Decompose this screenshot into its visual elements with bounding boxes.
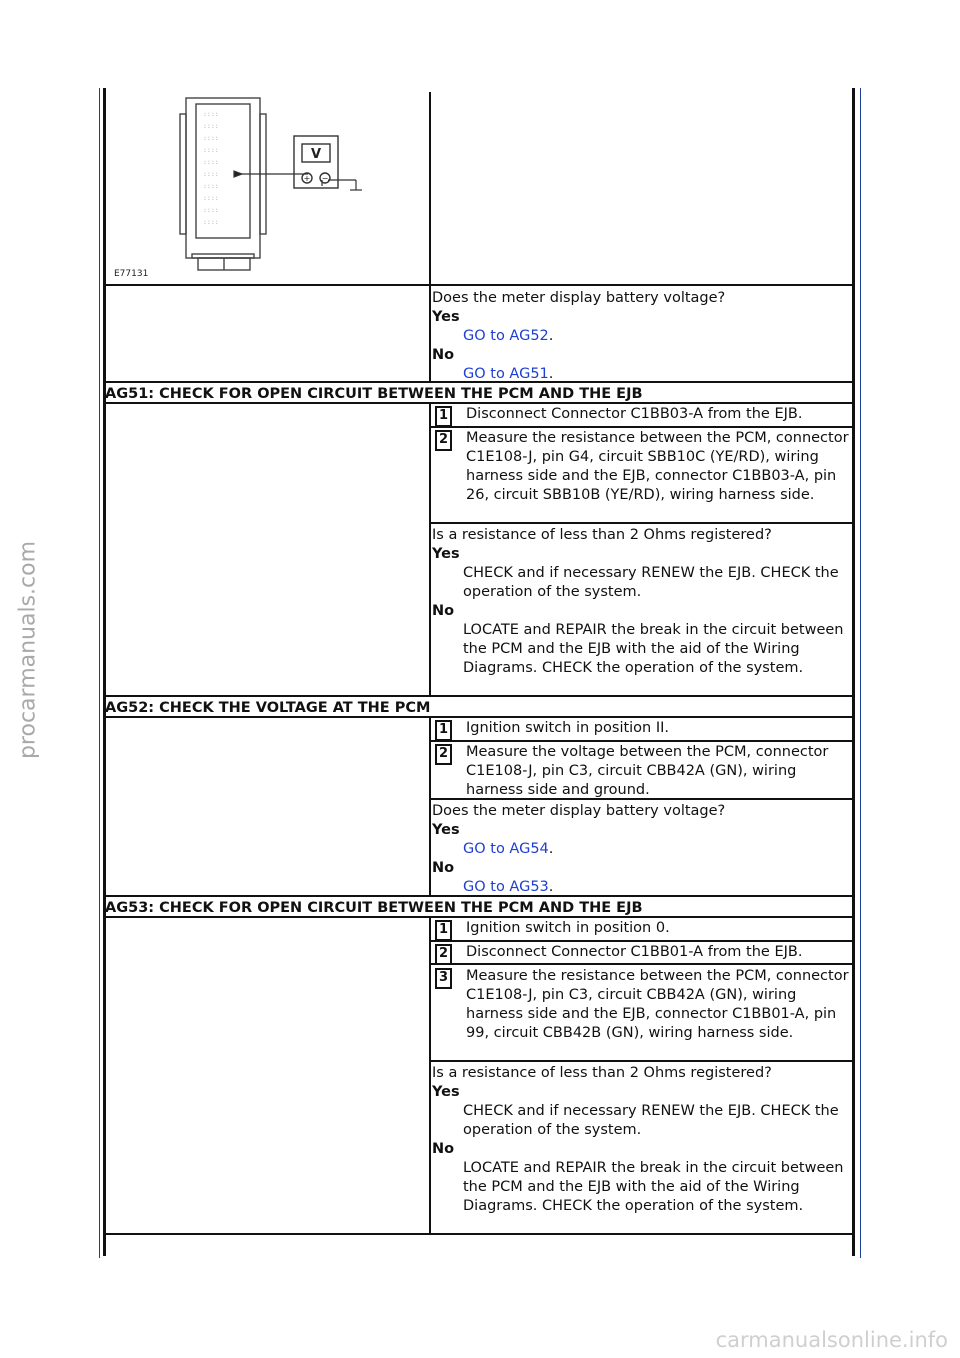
svg-text:: : : :: : : : : [204, 147, 218, 154]
column-divider [429, 92, 431, 382]
no-label: No [432, 860, 455, 876]
ag52-heading: AG52: CHECK THE VOLTAGE AT THE PCM [105, 700, 431, 716]
step-text: Disconnect Connector C1BB01-A from the EJB. [466, 944, 803, 960]
voltmeter-label: V [310, 147, 322, 162]
svg-text:: : : :: : : : : [204, 171, 218, 178]
ag53-step-1 [432, 919, 852, 938]
yes-label: Yes [432, 822, 460, 838]
no-text: LOCATE and REPAIR the break in the circuit between the PCM and the EJB with the aid of the Wiring Diagrams. CHECK the operation of the system. [463, 622, 844, 676]
step-number: 2 [435, 744, 452, 765]
step-number: 1 [435, 406, 452, 427]
ag53-step-3 [432, 967, 852, 1043]
row-rule [103, 1233, 855, 1235]
side-watermark-text: procarmanuals.com [15, 540, 41, 760]
no-label: No [432, 347, 455, 363]
svg-text:: : : :: : : : : [204, 195, 218, 202]
ag51-heading: AG51: CHECK FOR OPEN CIRCUIT BETWEEN THE PCM AND THE EJB [105, 386, 643, 402]
row-rule [103, 695, 855, 697]
ag53-question-block [432, 1064, 852, 1216]
step-number: 2 [435, 944, 452, 965]
no-label: No [432, 603, 455, 619]
ag51-step-1 [432, 405, 852, 424]
step-number: 1 [435, 720, 452, 741]
step-text: Ignition switch in position II. [466, 720, 670, 736]
ag52-question-block: Does the meter display battery voltage? Yes GO to AG54. No GO to AG53. [432, 802, 852, 897]
bottom-watermark: carmanualsonline.info [715, 1328, 948, 1352]
svg-text:: : : :: : : : : [204, 219, 218, 226]
svg-text:: : : :: : : : : [204, 123, 218, 130]
no-label: No [432, 1141, 455, 1157]
question-text: Does the meter display battery voltage? [432, 290, 726, 306]
svg-text:: : : :: : : : : [204, 135, 218, 142]
right-blue-rule [860, 88, 861, 1258]
connector-body [180, 98, 266, 270]
left-blue-rule [99, 88, 100, 1258]
table-right-border [852, 88, 855, 1256]
svg-text:: : : :: : : : : [204, 159, 218, 166]
go-to-ag54-link[interactable]: GO to AG54 [463, 841, 549, 857]
yes-text: CHECK and if necessary RENEW the EJB. CHECK the operation of the system. [463, 1103, 839, 1138]
connector-pins [204, 111, 218, 226]
question-text: Is a resistance of less than 2 Ohms registered? [432, 1065, 772, 1081]
yes-label: Yes [432, 1084, 460, 1100]
svg-text:: : : :: : : : : [204, 111, 218, 118]
plus-symbol: + [303, 174, 311, 183]
row-rule [431, 426, 855, 428]
no-text: LOCATE and REPAIR the break in the circuit between the PCM and the EJB with the aid of the Wiring Diagrams. CHECK the operation of the system. [463, 1160, 844, 1214]
image-code: E77131 [114, 269, 149, 279]
row-rule [431, 940, 855, 942]
question-block: Does the meter display battery voltage? Yes GO to AG52. No GO to AG51. [432, 289, 852, 384]
question-text: Is a resistance of less than 2 Ohms registered? [432, 527, 772, 543]
step-text: Disconnect Connector C1BB03-A from the EJB. [466, 406, 803, 422]
ag51-step-2 [432, 429, 852, 505]
yes-label: Yes [432, 309, 460, 325]
ag53-step-2 [432, 943, 852, 962]
ag53-heading: AG53: CHECK FOR OPEN CIRCUIT BETWEEN THE PCM AND THE EJB [105, 900, 643, 916]
row-rule [431, 740, 855, 742]
ag52-step-1 [432, 719, 852, 738]
row-rule [431, 963, 855, 965]
column-divider [429, 716, 431, 896]
step-text: Measure the voltage between the PCM, connector C1E108-J, pin C3, circuit CBB42A (GN), wiring harness side and ground. [466, 744, 829, 798]
step-number: 3 [435, 968, 452, 989]
row-rule [103, 284, 852, 286]
step-text: Measure the resistance between the PCM, connector C1E108-J, pin G4, circuit SBB10C (YE/RD), wiring harness side and the EJB, connector C1BB03-A, pin 26, circuit SBB10B (YE/RD), wiring harness side. [466, 430, 849, 503]
yes-text: CHECK and if necessary RENEW the EJB. CHECK the operation of the system. [463, 565, 839, 600]
probe-lead [234, 171, 362, 190]
go-to-ag53-link[interactable]: GO to AG53 [463, 879, 549, 895]
side-watermark [8, 500, 48, 800]
step-text: Ignition switch in position 0. [466, 920, 670, 936]
table-left-border [103, 88, 106, 1256]
go-to-ag52-link[interactable]: GO to AG52 [463, 328, 549, 344]
step-number: 2 [435, 430, 452, 451]
ag51-question-block [432, 526, 852, 678]
svg-text:: : : :: : : : : [204, 183, 218, 190]
step-number: 1 [435, 920, 452, 941]
ag52-step-2 [432, 743, 852, 800]
minus-symbol: − [321, 174, 329, 183]
question-text: Does the meter display battery voltage? [432, 803, 726, 819]
column-divider [429, 402, 431, 695]
row-rule [431, 522, 855, 524]
connector-voltmeter-diagram [112, 94, 372, 280]
svg-text:: : : :: : : : : [204, 207, 218, 214]
go-to-ag51-link[interactable]: GO to AG51 [463, 366, 549, 382]
row-rule [431, 1060, 855, 1062]
step-text: Measure the resistance between the PCM, connector C1E108-J, pin C3, circuit CBB42A (GN), wiring harness side and the EJB, connector C1BB01-A, pin 99, circuit CBB42B (GN), wiring harness side. [466, 968, 849, 1041]
yes-label: Yes [432, 546, 460, 562]
